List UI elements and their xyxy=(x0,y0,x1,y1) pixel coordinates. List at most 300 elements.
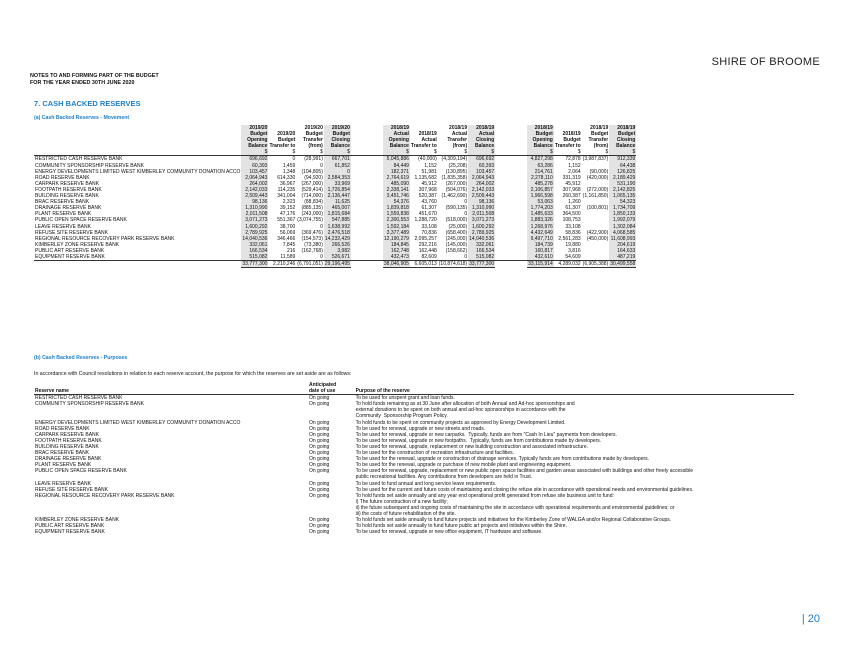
reserve-purpose: To be used for renewal, upgrade or new carparks. Typically, funds are from "Cash In Lieu" payments from developers. xyxy=(355,431,617,438)
cell: 1,734,709 xyxy=(609,205,636,211)
reserve-purpose: To be used for renewal, upgrade, replacement or new public open space facilities and garden areas associated with buildings and other freely accessible public recreational facilities. Any contributions from developers are held in Trust. xyxy=(355,468,694,481)
cell: (267,000) xyxy=(301,180,323,187)
cell: 2,300,553 xyxy=(383,217,410,223)
reserve-purpose: To be used to fund annual and long service leave requirements. xyxy=(355,480,497,487)
cell: 51,981 xyxy=(421,168,437,175)
cell: 33,777,300 xyxy=(469,261,495,268)
purposes-intro: In accordance with Council resolutions in relation to each reserve account, the purpose for which the reserves are set aside are as follows: xyxy=(34,371,352,377)
cell: 1,310,990 xyxy=(468,205,495,211)
cell: 2,278,110 xyxy=(527,175,554,181)
cell: 1,726,854 xyxy=(324,187,351,193)
cell: 33,777,300 xyxy=(242,261,268,268)
cell: (6,905,388) xyxy=(582,261,609,268)
cell: (272,000) xyxy=(586,186,609,193)
cell: 264,002 xyxy=(241,181,268,187)
cell: 2,789,925 xyxy=(468,230,495,236)
cell: 38,046,905 xyxy=(383,261,409,268)
purpose-row xyxy=(34,401,794,419)
cell: 2018/19 Actual Transfer to xyxy=(410,131,437,150)
reserve-name: DRAINAGE RESERVE BANK xyxy=(35,456,102,463)
cell xyxy=(582,254,610,261)
cell: $ xyxy=(268,149,296,156)
purpose-row xyxy=(34,529,794,535)
cell: 61,852 xyxy=(324,163,351,169)
cell: (4,309,194) xyxy=(441,156,468,163)
cell: 2,095,257 xyxy=(414,235,437,242)
gap-cell xyxy=(495,149,527,156)
cell: $ xyxy=(468,149,495,156)
cell: 108,753 xyxy=(562,217,581,224)
cell: (450,000) xyxy=(586,235,609,242)
cell: (130,895) xyxy=(445,168,468,175)
cell: (369,476) xyxy=(301,229,323,236)
reserves-purposes-table xyxy=(34,382,794,535)
cell: 1,302,084 xyxy=(609,224,636,230)
cell: $ xyxy=(438,149,468,156)
table-row-label: PLANT RESERVE BANK xyxy=(35,211,92,218)
notes-title-line-2: FOR THE YEAR ENDED 30TH JUNE 2020 xyxy=(30,80,135,86)
notes-title-line-1: NOTES TO AND FORMING PART OF THE BUDGET xyxy=(30,73,159,79)
table-row xyxy=(34,236,636,242)
gap-cell xyxy=(495,125,527,149)
reserve-name: COMMUNITY SPONSORSHIP RESERVE BANK xyxy=(35,401,144,408)
cell: 2,142,825 xyxy=(609,187,636,193)
table-row-label: LEAVE RESERVE BANK xyxy=(35,223,91,230)
cell: 5,045,886 xyxy=(383,156,410,163)
cell: 260,387 xyxy=(562,193,581,200)
purpose-row xyxy=(34,395,794,402)
cell: 47,176 xyxy=(279,211,296,218)
cell: (420,000) xyxy=(586,174,609,181)
reserve-purpose: To be used for unspent grant and loan funds. xyxy=(355,395,455,402)
cell: $ xyxy=(324,149,351,156)
dollar-row xyxy=(34,149,636,156)
cell: 4,432,649 xyxy=(527,230,554,236)
table-row-label: RESTRICTED CASH RESERVE BANK xyxy=(35,156,123,163)
cell: 84,449 xyxy=(383,163,410,169)
cell: $ xyxy=(582,149,610,156)
cell: 2,011,508 xyxy=(468,211,495,217)
cell: 14,040,536 xyxy=(469,235,495,242)
table-row-label: COMMUNITY SPONSORSHIP RESERVE BANK xyxy=(35,162,144,169)
cell: 33,115,914 xyxy=(528,261,553,268)
cell: 2019/20 Budget Closing Balance xyxy=(324,125,351,149)
cell: 214,761 xyxy=(527,169,554,175)
cell: 487,219 xyxy=(609,254,636,261)
cell: 56,069 xyxy=(279,229,296,236)
cell: (73,380) xyxy=(304,241,323,248)
reserve-name: ROAD RESERVE BANK xyxy=(35,425,90,432)
cell: (1,462,690) xyxy=(441,193,468,200)
cell: (504,076) xyxy=(445,186,468,193)
cell: (10,874,618) xyxy=(438,261,468,268)
reserve-name: CARPARK RESERVE BANK xyxy=(35,431,100,438)
cell: (154,573) xyxy=(301,235,323,242)
cell: 2018/19 Budget Closing Balance xyxy=(609,125,636,149)
cell: 2,323 xyxy=(282,199,296,206)
gap-cell xyxy=(495,156,527,163)
reserve-purpose: To be used for renewal, upgrade or new footpaths. Typically, funds are from contributions made by developers. xyxy=(355,437,602,444)
date-of-use: On going xyxy=(309,431,330,438)
date-of-use: On going xyxy=(309,401,330,408)
cell: 4,289,032 xyxy=(554,261,582,268)
cell: 9,497,710 xyxy=(527,236,554,242)
cell: 1,992,079 xyxy=(609,217,636,223)
cell: 1,288,720 xyxy=(414,217,437,224)
cell: 160,817 xyxy=(527,248,554,254)
cell: 2,476,518 xyxy=(324,230,351,236)
cell: 696,692 xyxy=(241,156,268,163)
cell: 3,071,273 xyxy=(241,217,268,223)
cell: 1,638,992 xyxy=(324,224,351,230)
cell: 33,108 xyxy=(565,223,581,230)
cell: 1,850,133 xyxy=(609,211,636,217)
cell: 162,748 xyxy=(383,248,410,254)
table-row-label: FOOTPATH RESERVE BANK xyxy=(35,186,102,193)
table-row-label: ROAD RESERVE BANK xyxy=(35,174,90,181)
cell: 2018/19 Actual Closing Balance xyxy=(468,125,495,149)
cell: 2,189,429 xyxy=(609,175,636,181)
cell: (267,000) xyxy=(445,180,468,187)
cell: (714,000) xyxy=(301,193,323,200)
notes-title xyxy=(30,73,159,87)
table-row-label: REGIONAL RESOURCE RECOVERY PARK RESERVE BANK xyxy=(35,235,175,242)
date-of-use: On going xyxy=(309,450,330,457)
cell: (28,991) xyxy=(304,156,323,163)
cell: $ xyxy=(410,149,438,156)
cell: 2,509,443 xyxy=(241,193,268,199)
date-of-use: On going xyxy=(309,425,330,432)
cell: 485,090 xyxy=(383,181,410,187)
cell: 0 xyxy=(320,162,323,169)
gap-cell xyxy=(351,254,383,261)
cell: 63,286 xyxy=(527,163,554,169)
cell: 515,082 xyxy=(241,254,268,261)
cell: 126,825 xyxy=(609,169,636,175)
col-date-of-use: Anticipated date of use xyxy=(301,382,348,395)
cell: 551,367 xyxy=(277,217,296,224)
cell: 264,002 xyxy=(468,181,495,187)
table-row-label: EQUIPMENT RESERVE BANK xyxy=(35,253,105,260)
purpose-row xyxy=(34,468,794,480)
date-of-use: On going xyxy=(309,529,330,536)
cell: 465,007 xyxy=(324,205,351,211)
cell: 103,457 xyxy=(468,169,495,175)
cell: 1,459 xyxy=(282,162,296,169)
cell: (104,805) xyxy=(301,168,323,175)
reserve-name: BUILDING RESERVE BANK xyxy=(35,443,99,450)
cell: 61,307 xyxy=(565,205,581,212)
reserve-name: ENERGY DEVELOPMENTS LIMITED WEST KIMBERLEY COMMUNITY DONATION ACCO xyxy=(35,419,241,426)
cell: (88,834) xyxy=(304,199,323,206)
cell: 1,600,292 xyxy=(241,224,268,230)
cell: 1,152 xyxy=(568,162,581,169)
cell: (658,400) xyxy=(445,229,468,236)
cell: (90,000) xyxy=(589,168,609,175)
date-of-use: On going xyxy=(309,443,330,450)
reserve-name: KIMBERLEY ZONE RESERVE BANK xyxy=(35,517,120,524)
totals-row-label xyxy=(34,261,241,268)
cell: 45,912 xyxy=(421,180,437,187)
table-row-label: BRAC RESERVE BANK xyxy=(35,199,90,206)
cell: 58,836 xyxy=(565,229,581,236)
cell: 1,839,818 xyxy=(383,205,410,211)
cell: (3,074,755) xyxy=(297,217,323,224)
cell: 2,106,857 xyxy=(527,187,554,193)
cell: 14,040,536 xyxy=(242,235,268,242)
cell: 2018/19 Actual Opening Balance xyxy=(383,125,410,149)
cell: 0 xyxy=(464,253,468,260)
cell: 1,152 xyxy=(424,162,437,169)
table-header-row-label xyxy=(34,125,241,149)
cell: 1,883,326 xyxy=(527,217,554,223)
cell: $ xyxy=(296,149,324,156)
cell: 54,323 xyxy=(609,199,636,205)
cell: 2,136,447 xyxy=(324,193,351,199)
cell: 1,260 xyxy=(568,199,581,206)
cell: 162,448 xyxy=(418,247,437,254)
reserve-purpose: To hold funds to be spent on community projects as approved by Energy Development Limited. xyxy=(355,419,566,426)
reserve-purpose: To be used for renewal, upgrade or new office equipment, IT hardware and software. xyxy=(355,529,543,536)
cell: 520,387 xyxy=(418,193,437,200)
shire-name: SHIRE OF BROOME xyxy=(711,56,820,68)
cell: (3,987,837) xyxy=(582,156,609,163)
cell: 547,885 xyxy=(324,217,351,223)
cell: 216 xyxy=(286,247,296,254)
cell: 331,319 xyxy=(562,174,581,181)
cell: 43,760 xyxy=(421,199,437,206)
cell: 4,827,298 xyxy=(527,156,554,163)
cell: 36,967 xyxy=(279,180,296,187)
cell: (100,801) xyxy=(586,205,609,212)
cell: 0 xyxy=(320,223,323,230)
date-of-use: On going xyxy=(309,395,330,402)
cell: 12,190,279 xyxy=(383,235,409,242)
cell: 19,880 xyxy=(565,241,581,248)
cell: 38,700 xyxy=(279,223,296,230)
cell: 72,878 xyxy=(565,156,581,163)
cell: (245,000) xyxy=(445,235,468,242)
cell: 451,670 xyxy=(418,211,437,218)
reserve-purpose: To hold funds set aside annually to fund future projects and initiatives for the Kimberley Zone of WALGA and/or Regional Collaborative Groups. xyxy=(355,517,672,524)
cell: 2,011,508 xyxy=(241,211,268,217)
cell: 4,068,585 xyxy=(609,230,636,236)
cell: 3,816 xyxy=(568,247,581,254)
cell: 266,526 xyxy=(324,242,351,248)
cell: 2019/20 Budget Opening Balance xyxy=(241,125,268,149)
cell: 2019/20 Budget Transfer to xyxy=(269,131,296,150)
cell: 2,789,925 xyxy=(241,230,268,236)
cell: (145,000) xyxy=(445,241,468,248)
totals-row xyxy=(34,261,636,268)
reserve-purpose: To hold funds set aside annually to fund future public art projects and initiatives within the Shire. xyxy=(355,523,567,530)
cell: 166,534 xyxy=(468,248,495,254)
page-number: | 20 xyxy=(801,613,820,625)
date-of-use: On going xyxy=(309,517,330,524)
cell: (529,414) xyxy=(301,186,323,193)
cell: 1,485,633 xyxy=(527,211,554,217)
reserve-name: PLANT RESERVE BANK xyxy=(35,462,92,469)
reserves-movement-table xyxy=(34,125,636,268)
cell: 0 xyxy=(320,253,323,260)
table-row-label: ENERGY DEVELOPMENTS LIMITED WEST KIMBERLEY COMMUNITY DONATION ACCO xyxy=(35,168,241,175)
cell: 485,278 xyxy=(527,181,554,187)
cell: 307,968 xyxy=(418,186,437,193)
cell: 0 xyxy=(292,156,296,163)
cell: 2,584,353 xyxy=(324,175,351,181)
cell: 64,438 xyxy=(609,163,636,169)
reserve-name: FOOTPATH RESERVE BANK xyxy=(35,437,102,444)
gap-cell xyxy=(351,149,383,156)
cell: 2,064 xyxy=(568,168,581,175)
cell: (885,135) xyxy=(301,205,323,212)
cell: (158,662) xyxy=(445,247,468,254)
cell: 98,136 xyxy=(468,199,495,205)
reserve-purpose: To be used for the renewal, upgrade or construction of drainage services. Typically funds are from contributions made by developers. xyxy=(355,456,650,463)
reserve-purpose: To be used for the renewal, upgrade or purchase of new mobile plant and engineering equipment. xyxy=(355,462,572,469)
col-purpose: Purpose of the reserve xyxy=(348,382,794,395)
table-row-label: BUILDING RESERVE BANK xyxy=(35,193,99,200)
cell: 0 xyxy=(324,169,351,175)
cell: 432,473 xyxy=(383,254,410,261)
cell: 2,338,141 xyxy=(383,187,410,193)
cell: 166,534 xyxy=(241,248,268,254)
reserve-purpose: To be used for renewal, upgrade or new streets and roads. xyxy=(355,425,486,432)
cell: 114,235 xyxy=(277,186,296,193)
date-of-use: On going xyxy=(309,486,330,493)
purpose-row xyxy=(34,493,794,517)
table-row-label: KIMBERLEY ZONE RESERVE BANK xyxy=(35,241,120,248)
cell: 1,065,135 xyxy=(609,193,636,199)
date-of-use: On going xyxy=(309,468,330,475)
cell: 3,451,746 xyxy=(383,193,410,199)
reserve-name: RESTRICTED CASH RESERVE BANK xyxy=(35,395,123,402)
table-header-row xyxy=(34,125,636,149)
cell: 307,968 xyxy=(562,186,581,193)
cell: 7,845 xyxy=(282,241,296,248)
cell: 1,559,838 xyxy=(383,211,410,217)
cell: 667,701 xyxy=(324,156,351,163)
cell: (243,000) xyxy=(301,211,323,218)
cell: (94,920) xyxy=(304,174,323,181)
cell: 614,330 xyxy=(277,174,296,181)
cell: 3,377,489 xyxy=(383,230,410,236)
table-row xyxy=(34,217,636,223)
cell: 45,912 xyxy=(565,180,581,187)
cell: 696,692 xyxy=(468,156,495,163)
reserve-purpose: To be used for renewal, upgrade, replacement or new building construction and associated infrastructure. xyxy=(355,443,588,450)
reserve-name: EQUIPMENT RESERVE BANK xyxy=(35,529,105,536)
gap-cell xyxy=(495,261,527,268)
movement-subtitle: (a) Cash Backed Reserves - Movement xyxy=(34,115,130,121)
cell: 1,135,682 xyxy=(414,174,437,181)
cell: 0 xyxy=(464,211,468,218)
cell: 33,969 xyxy=(324,181,351,187)
table-row-label: REFUSE SITE RESERVE BANK xyxy=(35,229,108,236)
cell: 54,376 xyxy=(383,199,410,205)
cell: 29,196,495 xyxy=(324,261,350,268)
cell: 2,064,943 xyxy=(468,175,495,181)
cell: 2,764,619 xyxy=(383,175,410,181)
cell: 292,216 xyxy=(418,241,437,248)
cell: 341,004 xyxy=(277,193,296,200)
date-of-use: On going xyxy=(309,492,330,499)
reserve-name: LEAVE RESERVE BANK xyxy=(35,480,91,487)
cell: 11,625 xyxy=(324,199,351,205)
cell: (25,000) xyxy=(448,223,468,230)
gap-cell xyxy=(351,125,383,149)
cell: 2018/19 Actual Transfer (from) xyxy=(447,125,468,150)
cell: (162,768) xyxy=(301,247,323,254)
col-reserve-name: Reserve name xyxy=(34,382,301,395)
cell: 2,142,033 xyxy=(241,187,268,193)
cell: 1,774,203 xyxy=(527,205,554,211)
cell: 82,609 xyxy=(421,253,437,260)
reserve-name: PUBLIC ART RESERVE BANK xyxy=(35,523,105,530)
table-row-label: PUBLIC OPEN SPACE RESERVE BANK xyxy=(35,217,127,224)
date-of-use: On going xyxy=(309,437,330,444)
date-of-use: On going xyxy=(309,419,330,426)
cell: 346,466 xyxy=(277,235,296,242)
table-row xyxy=(34,156,636,163)
cell: 2,142,033 xyxy=(468,187,495,193)
date-of-use: On going xyxy=(309,456,330,463)
cell: 3,982 xyxy=(324,248,351,254)
cell: 6,605,013 xyxy=(410,261,438,268)
reserve-name: PUBLIC OPEN SPACE RESERVE BANK xyxy=(35,468,127,475)
reserve-name: REFUSE SITE RESERVE BANK xyxy=(35,486,108,493)
table-row xyxy=(34,254,636,261)
cell: 184,739 xyxy=(527,242,554,248)
cell: 2018/19 Budget Opening Balance xyxy=(527,125,554,149)
gap-cell xyxy=(495,254,527,261)
cell: 1,310,990 xyxy=(241,205,268,211)
cell: $ xyxy=(554,149,582,156)
cell: 432,610 xyxy=(527,254,554,261)
reserve-purpose: To hold funds set aside annually and any year end operational profit generated from refuse site business unit to fund: i) The future construction of a new facility; ii) the future subsequent and ongoing costs of maintaining the site in accordance with operational requirements and environmental guidelines; or iii) the costs of future rehabilitation of the site. xyxy=(355,492,675,517)
cell: 2,561,283 xyxy=(558,235,581,242)
cell: (25,208) xyxy=(448,162,468,169)
cell: 2,509,443 xyxy=(468,193,495,199)
cell: 60,393 xyxy=(241,163,268,169)
cell: 184,845 xyxy=(383,242,410,248)
cell: 70,836 xyxy=(421,229,437,236)
table-row-label: CARPARK RESERVE BANK xyxy=(35,180,100,187)
reserve-purpose: To hold funds remaining as at 30 June after allocation of both Annual and Ad-hoc sponsorships and external donations to be spent on both annual and ad-hoc sponsorships in accordance with the Community Sponsorship Program Policy. xyxy=(355,401,575,420)
cell: 98,136 xyxy=(241,199,268,205)
cell: 11,589 xyxy=(280,253,296,260)
cell: 30,499,558 xyxy=(610,261,636,268)
cell: 60,393 xyxy=(468,163,495,169)
cell: 0 xyxy=(464,199,468,206)
cell: 53,063 xyxy=(527,199,554,205)
cell: 61,307 xyxy=(421,205,437,212)
cell: 1,348 xyxy=(282,168,296,175)
cell: 332,061 xyxy=(468,242,495,248)
cell: 11,608,993 xyxy=(610,235,636,242)
cell: 2,210,246 xyxy=(268,261,296,268)
cell: 54,609 xyxy=(565,253,581,260)
cell: 33,108 xyxy=(421,223,437,230)
cell: 332,061 xyxy=(241,242,268,248)
table-row xyxy=(34,163,636,169)
date-of-use: On going xyxy=(309,523,330,530)
cell: (518,000) xyxy=(445,217,468,224)
cell: 531,190 xyxy=(609,181,636,187)
reserve-purpose: To be used for the construction of recreation infrastructure and facilities. xyxy=(355,450,515,457)
cell: (6,791,051) xyxy=(297,261,323,268)
cell: 164,633 xyxy=(609,248,636,254)
